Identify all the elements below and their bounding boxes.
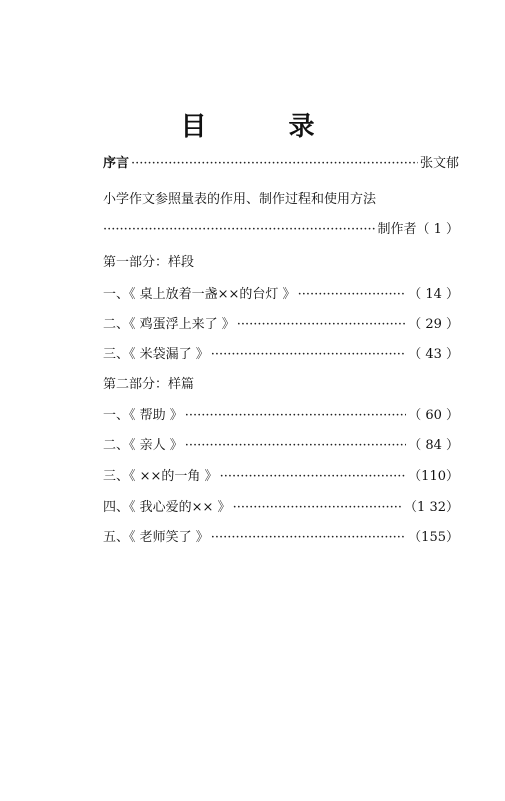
toc-entry-label: 三、《 ××的一角 》	[103, 469, 218, 484]
toc-entry	[103, 436, 459, 456]
dot-leader	[103, 220, 375, 240]
toc-entry-label: 二、《 鸡蛋浮上来了 》	[103, 317, 235, 332]
toc-entry	[103, 467, 459, 487]
toc-entry-label: 二、《 亲人 》	[103, 438, 183, 453]
toc-entry-intro-title: 小学作文参照量表的作用、制作过程和使用方法	[103, 192, 377, 207]
dot-leader	[211, 528, 406, 548]
toc-entry-page: （ 29 ）	[408, 317, 459, 332]
page-title: 目 录	[180, 112, 343, 142]
toc-entry-page: （1 32）	[404, 500, 459, 515]
toc-entry-author: 制作者	[377, 222, 417, 237]
dot-leader	[220, 467, 407, 487]
toc-entry-author: 张文郁	[419, 156, 459, 171]
toc-entry-page: （ 14 ）	[408, 287, 459, 302]
toc-entry-label: 四、《 我心爱的×× 》	[103, 500, 231, 515]
toc-entry-preface	[103, 154, 459, 174]
dot-leader	[185, 406, 406, 426]
toc-entry	[103, 345, 459, 365]
toc-entry-label: 一、《 帮助 》	[103, 408, 183, 423]
toc-entry	[103, 315, 459, 335]
toc-entry-label: 三、《 米袋漏了 》	[103, 347, 209, 362]
dot-leader	[131, 154, 418, 174]
toc-entry-intro	[103, 220, 459, 240]
toc-entry-label: 一、《 桌上放着一盏××的台灯 》	[103, 287, 296, 302]
toc-entry-page: （ 43 ）	[408, 347, 459, 362]
dot-leader	[185, 436, 406, 456]
dot-leader	[237, 315, 406, 335]
toc-entry-label: 序言	[103, 156, 130, 171]
toc-entry-label: 五、《 老师笑了 》	[103, 530, 209, 545]
toc-entry	[103, 285, 459, 305]
dot-leader	[211, 345, 406, 365]
toc-entry	[103, 498, 459, 518]
dot-leader	[233, 498, 402, 518]
toc-entry-page: （ 1 ）	[416, 222, 459, 237]
toc-entry	[103, 406, 459, 426]
toc-entry-page: （110）	[408, 469, 459, 484]
toc-entry-page: （155）	[408, 530, 459, 545]
toc-entry	[103, 528, 459, 548]
toc-entry-page: （ 60 ）	[408, 408, 459, 423]
dot-leader	[298, 285, 407, 305]
section-heading-part2: 第二部分：样篇	[103, 377, 195, 392]
toc-entry-page: （ 84 ）	[408, 438, 459, 453]
section-heading-part1: 第一部分：样段	[103, 255, 195, 270]
